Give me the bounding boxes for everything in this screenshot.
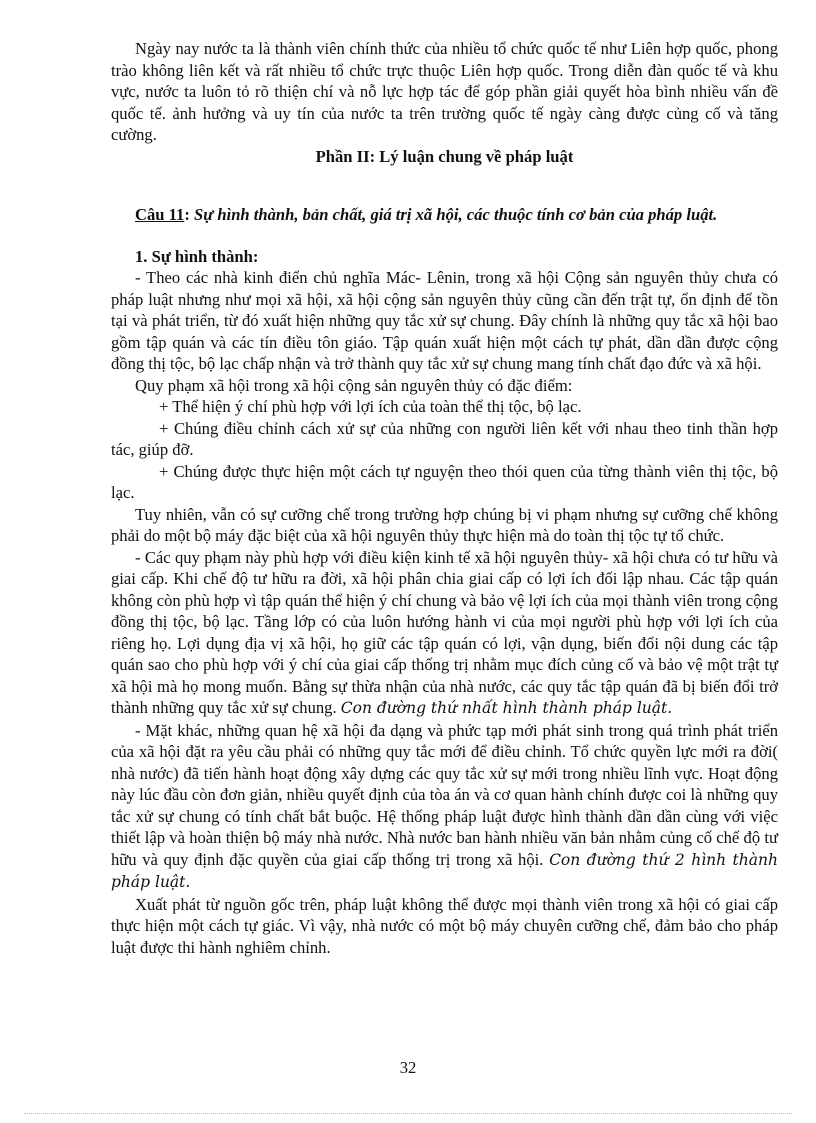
paragraph-text: - Các quy phạm này phù hợp với điều kiện kinh tế xã hội nguyên thủy- xã hội chưa có tư hữu và giai cấp. Khi chế độ tư hữu ra đời, xã hội phân chia giai cấp có lợi ích đối lập nhau. Các tập quán không còn phù hợp vì tập quán thể hiện ý chí chung và bảo vệ lợi ích của mọi thành viên trong cộng đồng thị tộc, bộ lạc. Tầng lớp có của luôn hướng hành vi của mọi người phù hợp với lợi ích của riêng họ. Lợi dụng địa vị xã hội, họ giữ các tập quán có lợi, vận dụng, biến đổi nội dung các tập quán sao cho phù hợp với ý chí của giai cấp thống trị nhằm mục đích củng cố và bảo vệ một trật tự xã hội mà họ mong muốn. Bằng sự thừa nhận của nhà nước, các quy tắc tập quán đã bị biến đổi trở thành những quy tắc xử sự chung. [111, 547, 778, 717]
paragraph: Xuất phát từ nguồn gốc trên, pháp luật không thể được mọi thành viên trong xã hội có giai cấp thực hiện một cách tự giác. Vì vậy, nhà nước có một bộ máy chuyên cưỡng chế, đảm bảo cho pháp luật được thi hành nghiêm chỉnh. [111, 894, 778, 957]
paragraph [111, 720, 778, 894]
bullet-item: + Thể hiện ý chí phù hợp với lợi ích của toàn thể thị tộc, bộ lạc. [159, 397, 582, 416]
question-number: Câu 11 [135, 205, 185, 224]
paragraph: Tuy nhiên, vẫn có sự cưỡng chế trong trường hợp chúng bị vi phạm nhưng sự cưỡng chế không phải do một bộ máy đặc biệt của xã hội nguyên thủy thực hiện mà do toàn thị tộc tự tổ chức. [111, 504, 778, 545]
part-heading: Phần II: Lý luận chung về pháp luật [315, 146, 574, 166]
bullet-item: + Chúng điều chỉnh cách xử sự của những con người liên kết với nhau theo tinh thần hợp tác, giúp đỡ. [111, 418, 778, 459]
paragraph: - Theo các nhà kinh điển chủ nghĩa Mác- Lênin, trong xã hội Cộng sản nguyên thủy chưa có pháp luật nhưng như mọi xã hội, xã hội cộng sản nguyên thủy cũng cần đến trật tự, ổn định để tồn tại và phát triển, từ đó xuất hiện những quy tắc xử sự chung. Đây chính là những quy tắc xã hội bao gồm tập quán và các tín điều tôn giáo. Tập quán xuất hiện một cách tự phát, dần dần được cộng đồng thị tộc, bộ lạc chấp nhận và trở thành quy tắc xử sự chung mang tính chất đạo đức và xã hội. [111, 268, 778, 373]
page-number: 32 [399, 1058, 417, 1077]
italic-conclusion: Con đường thứ nhất hình thành pháp luật. [340, 699, 673, 717]
document-body [111, 38, 778, 958]
bullet-item: + Chúng được thực hiện một cách tự nguyện theo thói quen của từng thành viên thị tộc, bộ lạc. [111, 461, 778, 502]
spacer [111, 226, 778, 246]
italic-conclusion: Con đường thứ 2 hình thành pháp luật. [111, 850, 778, 891]
paragraph-intro: Ngày nay nước ta là thành viên chính thức của nhiều tổ chức quốc tế như Liên hợp quốc, phong trào không liên kết và rất nhiều tổ chức trực thuộc Liên hợp quốc. Trong diễn đàn quốc tế và khu vực, nước ta luôn tỏ rõ thiện chí và nỗ lực hợp tác để góp phần giải quyết hòa bình nhiều vấn đề quốc tế. ảnh hưởng và uy tín của nước ta trên trường quốc tế ngày càng được củng cố và tăng cường. [111, 39, 778, 144]
spacer [111, 167, 778, 204]
question-title: Sự hình thành, bản chất, giá trị xã hội, các thuộc tính cơ bản của pháp luật. [194, 205, 718, 224]
question-colon: : [184, 205, 195, 224]
section-heading: 1. Sự hình thành: [135, 246, 259, 266]
paragraph [111, 547, 778, 720]
question-heading [111, 204, 778, 226]
paragraph-text: - Mặt khác, những quan hệ xã hội đa dạng và phức tạp mới phát sinh trong quá trình phát triển của xã hội đặt ra yêu cầu phải có những quy tắc mới để điều chỉnh. Tổ chức quyền lực mới ra đời( nhà nước) đã tiến hành hoạt động xây dựng các quy tắc xử sự mới trong nhiều lĩnh vực. Hoạt động này lúc đầu còn đơn giản, nhiều quyết định của tòa án và cơ quan hành chính được coi là những quy tắc xử sự chung có tính chất bắt buộc. Hệ thống pháp luật được hình thành dần dần cùng với việc thiết lập và hoàn thiện bộ máy nhà nước. Nhà nước ban hành nhiều văn bản nhằm củng cố chế độ tư hữu và quy định đặc quyền của giai cấp thống trị trong xã hội. [111, 720, 778, 869]
footer-divider [24, 1113, 792, 1114]
paragraph: Quy phạm xã hội trong xã hội cộng sản nguyên thủy có đặc điểm: [135, 375, 573, 395]
